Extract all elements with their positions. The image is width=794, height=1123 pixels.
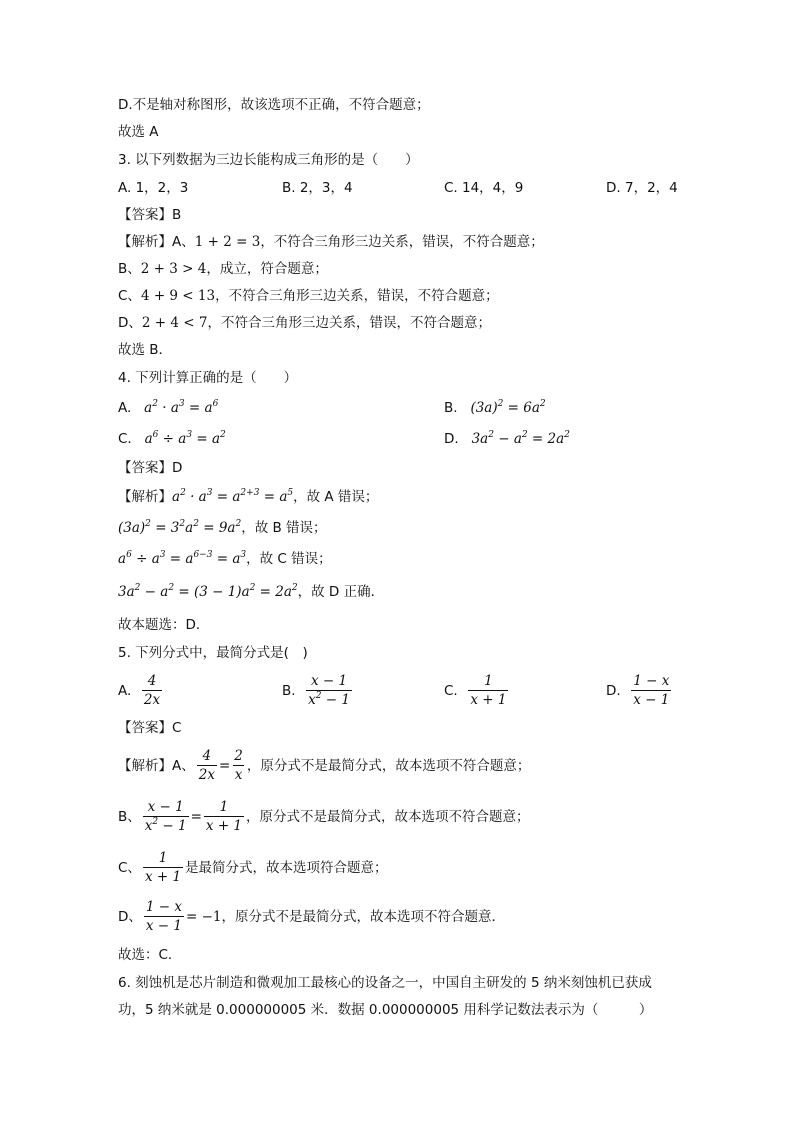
q5-option-c: C. $\frac{1}{x + 1}$ [444,673,507,708]
q3-option-a: A. 1，2，3 [118,180,189,196]
q3-analysis-b: B、2 + 3 > 4，成立，符合题意； [118,261,328,277]
q5-option-d: D. $\frac{1 - x}{x - 1}$ [606,673,670,708]
q3-option-c: C. 14，4，9 [444,180,524,196]
q4-analysis-b: $(3a)^2 = 3^2a^2 = 9a^2$，故 B 错误； [118,519,327,536]
fraction: $\frac{4}{2x}$ [143,673,161,708]
q3-stem: 3. 以下列数据为三边长能构成三角形的是（ ） [118,152,419,168]
q4-analysis-c: $a^6 \div a^3 = a^{6-3} = a^3$，故 C 错误； [118,550,332,567]
q5-select: 故选：C． [118,947,182,963]
q5-stem: 5. 下列分式中，最简分式是( ) [118,645,308,661]
q4-analysis-a: 【解析】$a^2 \cdot a^3 = a^{2+3} = a^5$，故 A 错误； [118,488,379,505]
q5-analysis-c: C、 $\frac{1}{x + 1}$ 是最简分式，故本选项符合题意； [118,850,388,885]
q3-answer: 【答案】B [118,207,182,223]
q4-option-c: C. $a^6 \div a^3 = a^2$ [118,430,226,447]
q5-option-a: A. $\frac{4}{2x}$ [118,673,161,708]
q3-analysis-a: 【解析】A、1 + 2 = 3，不符合三角形三边关系，错误，不符合题意； [118,234,544,250]
q3-option-d: D. 7，2，4 [606,180,678,196]
q3-analysis-c: C、4 + 9 < 13，不符合三角形三边关系，错误，不符合题意； [118,288,499,304]
q3-select: 故选 B． [118,342,173,358]
previous-answer-select: 故选 A [118,124,159,140]
fraction: $\frac{x - 1}{x^2 - 1}$ [308,673,350,708]
fraction: $\frac{1 - x}{x - 1}$ [633,673,670,708]
previous-option-d-explanation: D.不是轴对称图形，故该选项不正确，不符合题意； [118,97,430,113]
q6-stem-line-1: 6. 刻蚀机是芯片制造和微观加工最核心的设备之一，中国自主研发的 5 纳米刻蚀机已获成 [118,975,652,991]
q5-analysis-b: B、 $\frac{x - 1}{x^2 - 1}$ = $\frac{1}{x + 1}$ ，原分式不是最简分式，故本选项不符合题意； [118,799,530,834]
q6-stem-line-2: 功，5 纳米就是 0.000000005 米．数据 0.000000005 用科学记数法表示为（ ） [118,1002,653,1018]
q4-analysis-d: $3a^2 - a^2 = (3 - 1)a^2 = 2a^2$，故 D 正确． [118,583,385,600]
q4-stem: 4. 下列计算正确的是（ ） [118,370,298,386]
q4-option-d: D. $3a^2 - a^2 = 2a^2$ [444,430,570,447]
q4-select: 故本题选：D． [118,617,210,633]
q4-option-a: A. $a^2 \cdot a^3 = a^6$ [118,399,219,416]
q4-answer: 【答案】D [118,460,183,476]
fraction: $\frac{1}{x + 1}$ [470,673,507,708]
q5-answer: 【答案】C [118,720,182,736]
q5-analysis-a: 【解析】A、 $\frac{4}{2x}$ = $\frac{2}{x}$ ，原分式不是最简分式，故本选项不符合题意； [118,748,531,783]
q5-option-b: B. $\frac{x - 1}{x^2 - 1}$ [282,673,350,708]
q4-option-b: B. $(3a)^2 = 6a^2$ [444,399,546,416]
q3-option-b: B. 2，3，4 [282,180,353,196]
q5-analysis-d: D、 $\frac{1 - x}{x - 1}$ = −1 ，原分式不是最简分式，故本选项不符合题意． [118,899,506,934]
q3-analysis-d: D、2 + 4 < 7，不符合三角形三边关系，错误，不符合题意； [118,315,491,331]
